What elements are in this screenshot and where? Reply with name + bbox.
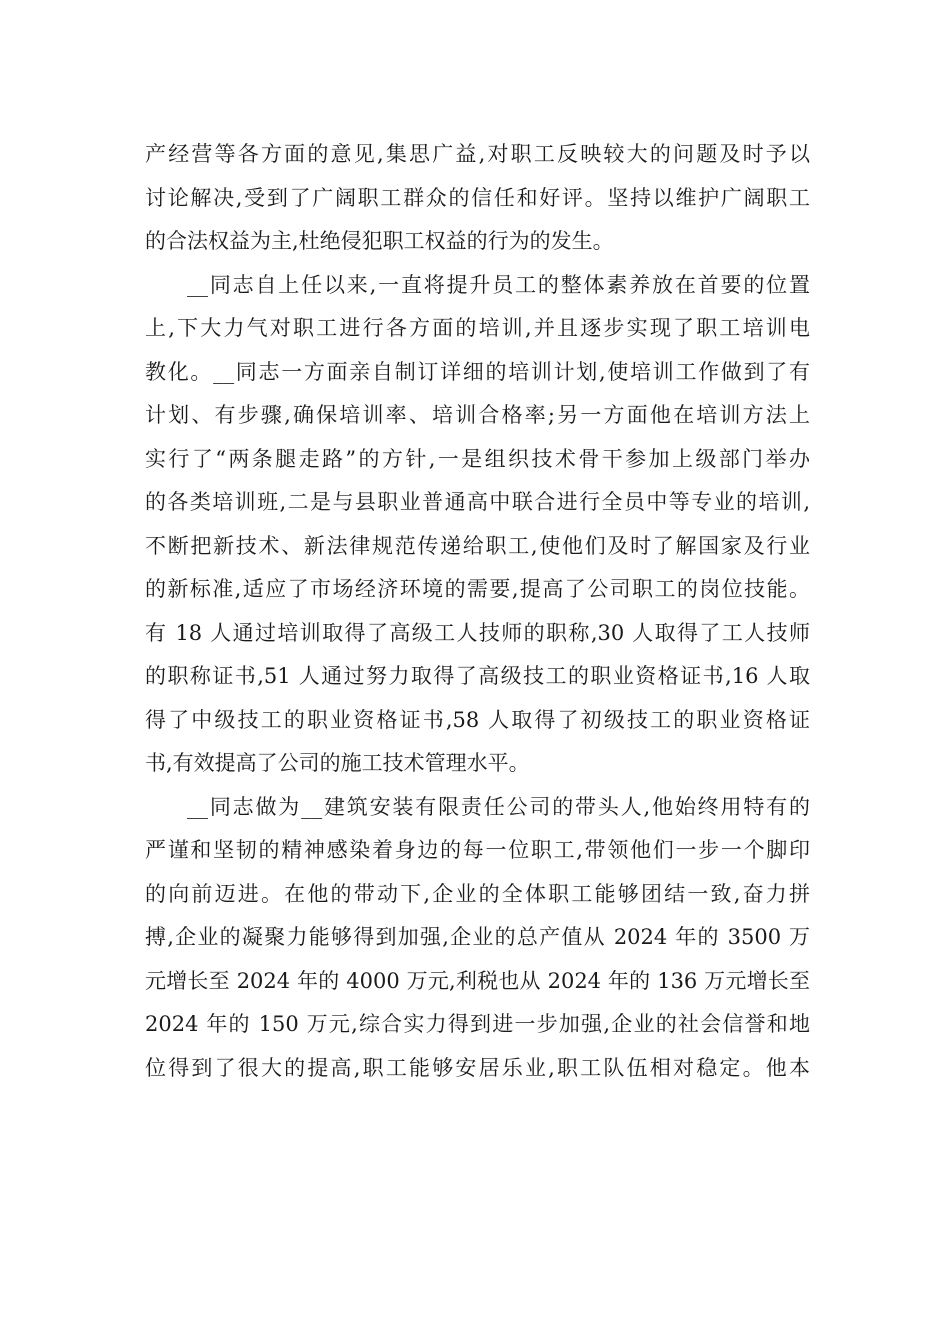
text-line: 讨论解决,受到了广阔职工群众的信任和好评。坚持以维护广阔职工 [145,185,810,210]
document-body [145,133,810,1090]
text-line: __同志自上任以来,一直将提升员工的整体素养放在首要的位置 [187,272,810,297]
text-line: 书,有效提高了公司的施工技术管理水平。 [145,751,530,775]
text-line: 的各类培训班,二是与县职业普通高中联合进行全员中等专业的培训, [145,490,810,514]
paragraph-3 [145,786,810,1091]
text-line: 元增长至 2024 年的 4000 万元,利税也从 2024 年的 136 万元增长至 [145,968,810,993]
text-line: 有 18 人通过培训取得了高级工人技师的职称,30 人取得了工人技师 [145,620,810,645]
text-line: 产经营等各方面的意见,集思广益,对职工反映较大的问题及时予以 [145,142,810,166]
text-line: 搏,企业的凝聚力能够得到加强,企业的总产值从 2024 年的 3500 万 [145,925,810,949]
text-line: 实行了“两条腿走路”的方针,一是组织技术骨干参加上级部门举办 [145,446,810,471]
paragraph-2 [145,264,810,786]
text-line: __同志做为__建筑安装有限责任公司的带头人,他始终用特有的 [187,794,810,819]
text-line: 不断把新技术、新法律规范传递给职工,使他们及时了解国家及行业 [145,533,810,558]
text-line: 的合法权益为主,杜绝侵犯职工权益的行为的发生。 [145,229,614,253]
text-line: 计划、有步骤,确保培训率、培训合格率;另一方面他在培训方法上 [145,403,810,427]
text-line: 位得到了很大的提高,职工能够安居乐业,职工队伍相对稳定。他本 [145,1055,810,1080]
text-line: 的新标准,适应了市场经济环境的需要,提高了公司职工的岗位技能。 [145,577,810,601]
text-line: 上,下大力气对职工进行各方面的培训,并且逐步实现了职工培训电 [145,316,810,340]
text-line: 的职称证书,51 人通过努力取得了高级技工的职业资格证书,16 人取 [145,664,810,688]
text-line: 得了中级技工的职业资格证书,58 人取得了初级技工的职业资格证 [145,707,810,732]
text-line: 的向前迈进。在他的带动下,企业的全体职工能够团结一致,奋力拼 [145,881,810,906]
paragraph-1 [145,133,810,264]
text-line: 2024 年的 150 万元,综合实力得到进一步加强,企业的社会信誉和地 [145,1012,810,1036]
text-line: 严谨和坚韧的精神感染着身边的每一位职工,带领他们一步一个脚印 [145,838,810,862]
text-line: 教化。__同志一方面亲自制订详细的培训计划,使培训工作做到了有 [145,359,810,384]
